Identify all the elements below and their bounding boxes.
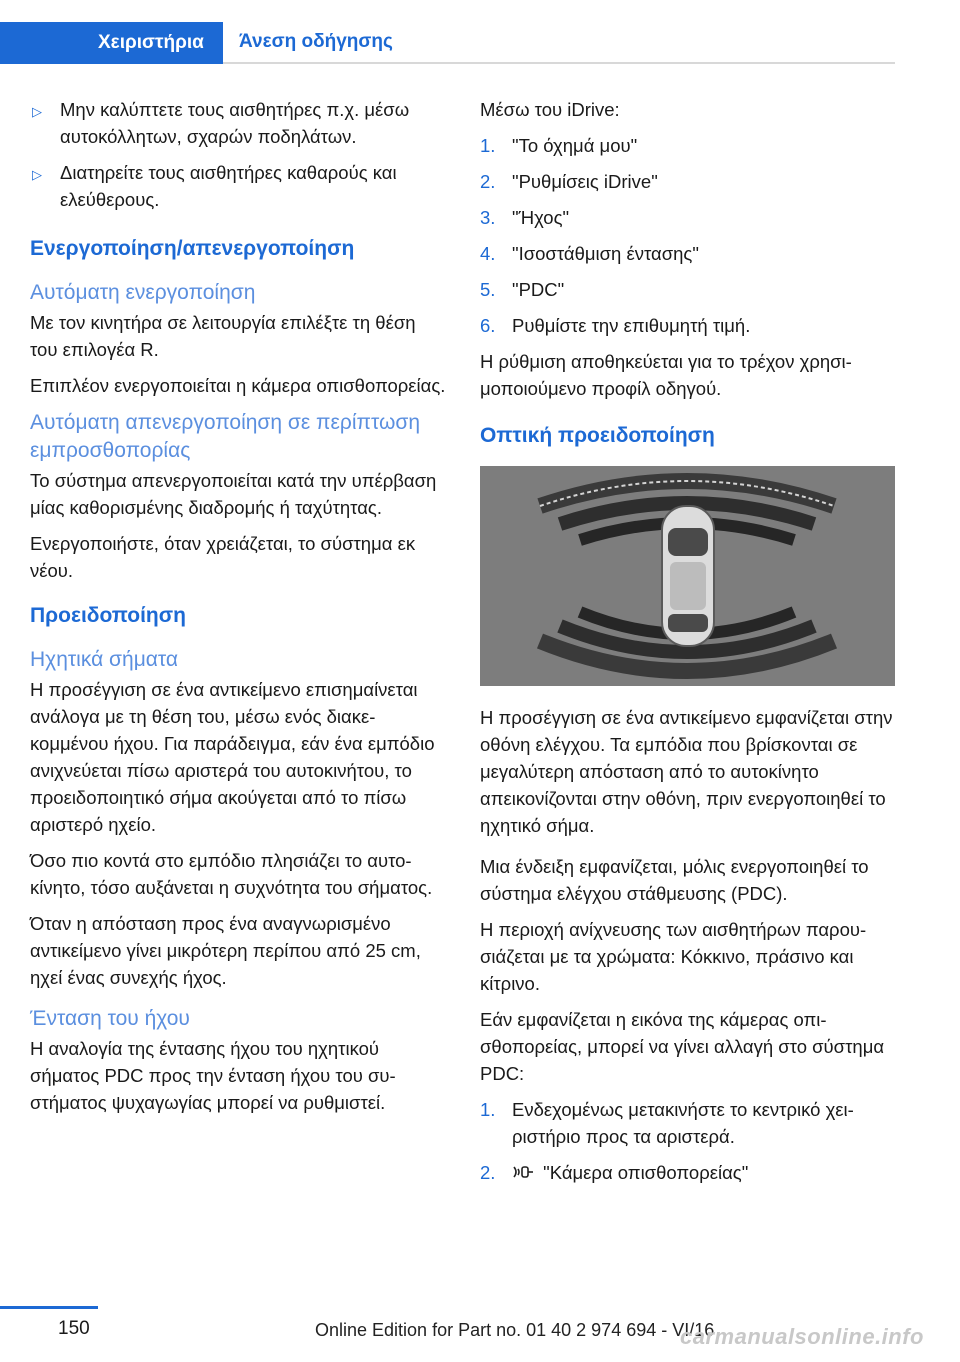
heading-activation: Ενεργοποίηση/απενεργοποίηση [30,237,355,260]
triangle-bullet-icon: ▷ [32,104,42,119]
step-number: 1. [480,135,496,156]
step-text: "Ισοστάθμιση έντασης" [512,243,699,264]
paragraph: Η ρύθμιση αποθηκεύεται για το τρέχον χρησιμοποιούμενο προφίλ οδηγού. [480,351,852,399]
edition-info: Online Edition for Part no. 01 40 2 974 694 - VI/16 [315,1320,715,1340]
paragraph: Το σύστημα απενεργοποιείται κατά την υπέρβαση μίας καθορισμένης διαδρομής ή ταχύτητας. [30,470,437,518]
step-number: 5. [480,279,496,300]
left-column [30,96,447,1125]
step-item [480,312,897,339]
paragraph: Με τον κινητήρα σε λειτουργία επιλέξτε τη θέση του επιλογέα R. [30,312,416,360]
watermark: carmanualsonline.info [680,1324,924,1349]
step-text: Ρυθμίστε την επιθυμητή τιμή. [512,315,751,336]
pdc-illustration [480,466,895,686]
step-text: "Ρυθμίσεις iDrive" [512,171,658,192]
step-item [480,1096,897,1150]
subheading-acoustic-signals: Ηχητικά σήματα [30,648,179,671]
paragraph: Όσο πιο κοντά στο εμπόδιο πλησιάζει το αυτοκίνητο, τόσο αυξάνεται η συχνότητα του σήματος. [30,850,433,898]
subheading-volume: Ένταση του ήχου [30,1007,190,1030]
bullet-text: Μην καλύπτετε τους αισθητήρες π.χ. μέσω αυτοκόλλητων, σχαρών ποδηλάτων. [60,99,410,147]
step-number: 2. [480,171,496,192]
paragraph: Η περιοχή ανίχνευσης των αισθητήρων παρουσιάζεται με τα χρώματα: Κόκκινο, πράσινο και κίτρινο. [480,919,867,994]
page-number: 150 [58,1318,90,1339]
subheading-auto-activation: Αυτόματη ενεργοποίηση [30,281,256,304]
right-column [480,96,897,1197]
step-item [480,1159,897,1188]
step-text: "Κάμερα οπισθοπορείας" [543,1162,749,1183]
step-item [480,168,897,195]
heading-visual-warning: Οπτική προειδοποίηση [480,424,715,447]
paragraph: Η προσέγγιση σε ένα αντικείμενο επισημαίνεται ανάλογα με τη θέση του, μέσω ενός διακεκομμένου ήχου. Για παράδειγμα, εάν ένα εμπόδιο ανιχνεύεται πίσω αριστερά του αυτοκινήτου, το προειδοποιητικό σήμα ακούγεται από το πίσω αριστερό ηχείο. [30,679,435,835]
step-number: 1. [480,1099,496,1120]
footer-accent-line [0,1306,98,1309]
paragraph: Η αναλογία της έντασης ήχου του ηχητικού σήματος PDC προς την ένταση ήχου του συστήματος ψυχαγωγίας μπορεί να ρυθμιστεί. [30,1038,396,1113]
page-header [0,0,960,66]
step-text: Ενδεχομένως μετακινήστε το κεντρικό χειριστήριο προς τα αριστερά. [512,1099,854,1147]
step-item [480,276,897,303]
paragraph: Ενεργοποιήστε, όταν χρειάζεται, το σύστημα εκ νέου. [30,533,416,581]
paragraph: Μια ένδειξη εμφανίζεται, μόλις ενεργοποιηθεί το σύστημα ελέγχου στάθμευσης (PDC). [480,856,869,904]
paragraph: Εάν εμφανίζεται η εικόνα της κάμερας οπισθοπορείας, μπορεί να γίνει αλλαγή στο σύστημα PDC: [480,1009,885,1084]
step-item [480,204,897,231]
list-item [30,159,447,213]
list-item [30,96,447,150]
step-text: "PDC" [512,279,565,300]
step-number: 2. [480,1162,496,1183]
step-text: "Ήχος" [512,207,570,228]
subheading-auto-deactivation: Αυτόματη απενεργοποίηση σε περίπτωση εμπροσθοπορίας [30,411,421,462]
step-text: "Το όχημά μου" [512,135,638,156]
heading-warning: Προειδοποίηση [30,604,186,627]
paragraph: Μέσω του iDrive: [480,99,620,120]
pdc-car-graphic [480,466,895,686]
section-tab-controls: Χειριστήρια [0,22,223,64]
step-item [480,240,897,267]
step-item [480,132,897,159]
pdc-icon [512,1161,538,1188]
paragraph: Η προσέγγιση σε ένα αντικείμενο εμφανίζεται στην οθόνη ελέγχου. Τα εμπόδια που βρίσκονται σε μεγαλύτερη απόσταση από το αυτοκίνητο απεικονίζονται στην οθόνη, πριν ενεργοποιηθεί το ηχητικό σήμα. [480,707,893,836]
step-number: 3. [480,207,496,228]
paragraph: Όταν η απόσταση προς ένα αναγνωρισμένο αντικείμενο γίνει μικρότερη περίπου από 25 cm, ηχεί ένας συνεχής ήχος. [30,913,421,988]
paragraph: Επιπλέον ενεργοποιείται η κάμερα οπισθοπορείας. [30,375,446,396]
step-number: 6. [480,315,496,336]
step-number: 4. [480,243,496,264]
triangle-bullet-icon: ▷ [32,167,42,182]
bullet-text: Διατηρείτε τους αισθητήρες καθαρούς και ελεύθερους. [60,162,397,210]
section-tab-driving-comfort: Άνεση οδήγησης [223,22,895,64]
